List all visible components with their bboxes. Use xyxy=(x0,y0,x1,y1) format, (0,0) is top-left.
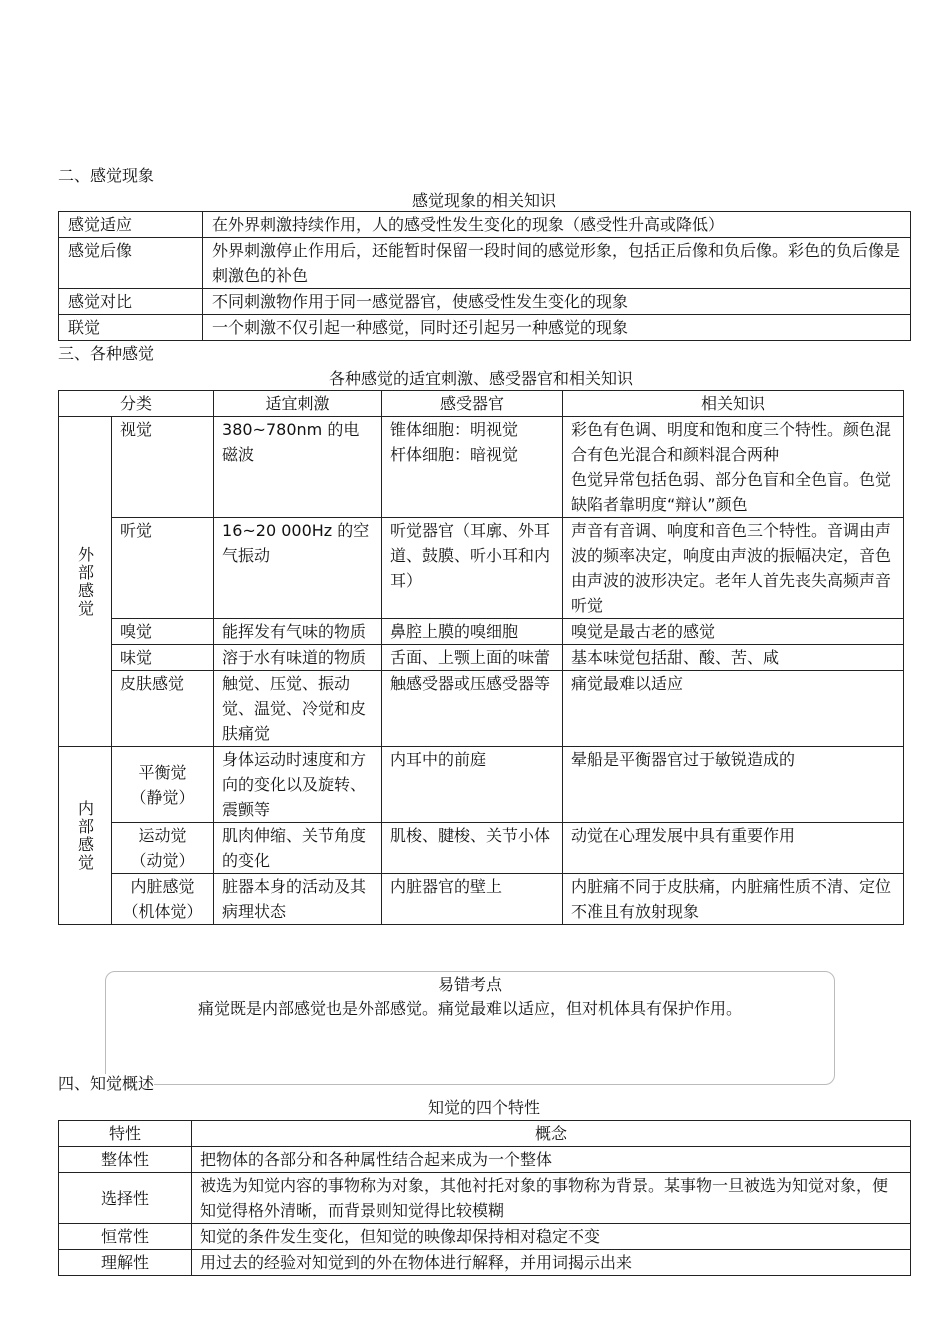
concept-cell: 用过去的经验对知觉到的外在物体进行解释，并用词揭示出来 xyxy=(192,1250,911,1276)
tip-box xyxy=(105,971,835,1085)
sense-name: 视觉 xyxy=(112,417,214,518)
perception-traits-table xyxy=(58,1120,911,1276)
section2-table-caption: 感觉现象的相关知识 xyxy=(411,191,556,210)
table-row xyxy=(59,874,904,925)
sense-name: 味觉 xyxy=(112,645,214,671)
table-header-row xyxy=(59,391,904,417)
term-cell: 感觉适应 xyxy=(59,212,203,238)
section2-heading: 二、感觉现象 xyxy=(58,166,155,185)
sense-name: 内脏感觉 （机体觉） xyxy=(112,874,214,925)
organ-cell: 锥体细胞：明视觉 杆体细胞：暗视觉 xyxy=(382,417,563,518)
stimulus-cell: 溶于水有味道的物质 xyxy=(214,645,382,671)
header-category: 分类 xyxy=(59,391,214,417)
header-knowledge: 相关知识 xyxy=(563,391,904,417)
table-row xyxy=(59,315,911,341)
section3-heading: 三、各种感觉 xyxy=(58,344,155,363)
stimulus-cell: 脏器本身的活动及其病理状态 xyxy=(214,874,382,925)
stimulus-cell: 肌肉伸缩、关节角度的变化 xyxy=(214,823,382,874)
term-cell: 联觉 xyxy=(59,315,203,341)
header-organ: 感受器官 xyxy=(382,391,563,417)
sense-name: 嗅觉 xyxy=(112,619,214,645)
organ-cell: 肌梭、腱梭、关节小体 xyxy=(382,823,563,874)
external-senses-label: 外部感觉 xyxy=(59,417,112,747)
knowledge-cell: 晕船是平衡器官过于敏锐造成的 xyxy=(563,747,904,823)
table-row xyxy=(59,518,904,619)
concept-cell: 知觉的条件发生变化，但知觉的映像却保持相对稳定不变 xyxy=(192,1224,911,1250)
senses-table xyxy=(58,390,904,925)
concept-cell: 被选为知觉内容的事物称为对象，其他衬托对象的事物称为背景。某事物一旦被选为知觉对象，便知觉得格外清晰，而背景则知觉得比较模糊 xyxy=(192,1173,911,1224)
term-cell: 感觉对比 xyxy=(59,289,203,315)
concept-cell: 把物体的各部分和各种属性结合起来成为一个整体 xyxy=(192,1147,911,1173)
knowledge-cell: 基本味觉包括甜、酸、苦、咸 xyxy=(563,645,904,671)
desc-cell: 不同刺激物作用于同一感觉器官，使感受性发生变化的现象 xyxy=(203,289,911,315)
organ-cell: 内耳中的前庭 xyxy=(382,747,563,823)
stimulus-cell: 380~780nm 的电磁波 xyxy=(214,417,382,518)
table-row xyxy=(59,1173,911,1224)
term-cell: 感觉后像 xyxy=(59,238,203,289)
trait-cell: 选择性 xyxy=(59,1173,192,1224)
desc-cell: 外界刺激停止作用后，还能暂时保留一段时间的感觉形象，包括正后像和负后像。彩色的负后像是刺激色的补色 xyxy=(203,238,911,289)
header-concept: 概念 xyxy=(192,1121,911,1147)
table-row xyxy=(59,645,904,671)
organ-cell: 鼻腔上膜的嗅细胞 xyxy=(382,619,563,645)
tip-title: 易错考点 xyxy=(437,975,502,994)
knowledge-cell: 声音有音调、响度和音色三个特性。音调由声波的频率决定，响度由声波的振幅决定，音色由声波的波形决定。老年人首先丧失高频声音听觉 xyxy=(563,518,904,619)
table-row xyxy=(59,619,904,645)
trait-cell: 理解性 xyxy=(59,1250,192,1276)
knowledge-cell: 痛觉最难以适应 xyxy=(563,671,904,747)
trait-cell: 整体性 xyxy=(59,1147,192,1173)
section3-table-caption: 各种感觉的适宜刺激、感受器官和相关知识 xyxy=(328,369,633,388)
section4-heading: 四、知觉概述 xyxy=(58,1074,155,1093)
section4-table-caption: 知觉的四个特性 xyxy=(427,1098,540,1117)
table-row xyxy=(59,747,904,823)
tip-text: 痛觉既是内部感觉也是外部感觉。痛觉最难以适应，但对机体具有保护作用。 xyxy=(197,999,742,1018)
internal-senses-label: 内部感觉 xyxy=(59,747,112,925)
sense-name: 皮肤感觉 xyxy=(112,671,214,747)
table-row xyxy=(59,238,911,289)
desc-cell: 在外界刺激持续作用，人的感受性发生变化的现象（感受性升高或降低） xyxy=(203,212,911,238)
organ-cell: 触感受器或压感受器等 xyxy=(382,671,563,747)
table-header-row xyxy=(59,1121,911,1147)
sense-name: 听觉 xyxy=(112,518,214,619)
table-row xyxy=(59,212,911,238)
organ-cell: 舌面、上颚上面的味蕾 xyxy=(382,645,563,671)
table-row xyxy=(59,1224,911,1250)
table-row xyxy=(59,1147,911,1173)
knowledge-cell: 嗅觉是最古老的感觉 xyxy=(563,619,904,645)
stimulus-cell: 16~20 000Hz 的空气振动 xyxy=(214,518,382,619)
sensory-phenomena-table xyxy=(58,211,911,341)
sense-name: 运动觉 （动觉） xyxy=(112,823,214,874)
header-trait: 特性 xyxy=(59,1121,192,1147)
table-row xyxy=(59,1250,911,1276)
organ-cell: 听觉器官（耳廓、外耳道、鼓膜、听小耳和内耳） xyxy=(382,518,563,619)
table-row xyxy=(59,289,911,315)
knowledge-cell: 内脏痛不同于皮肤痛，内脏痛性质不清、定位不准且有放射现象 xyxy=(563,874,904,925)
knowledge-cell: 动觉在心理发展中具有重要作用 xyxy=(563,823,904,874)
knowledge-cell: 彩色有色调、明度和饱和度三个特性。颜色混合有色光混合和颜料混合两种 色觉异常包括色弱、部分色盲和全色盲。色觉缺陷者靠明度“辩认”颜色 xyxy=(563,417,904,518)
trait-cell: 恒常性 xyxy=(59,1224,192,1250)
desc-cell: 一个刺激不仅引起一种感觉，同时还引起另一种感觉的现象 xyxy=(203,315,911,341)
stimulus-cell: 触觉、压觉、振动觉、温觉、冷觉和皮肤痛觉 xyxy=(214,671,382,747)
table-row xyxy=(59,823,904,874)
sense-name: 平衡觉 （静觉） xyxy=(112,747,214,823)
stimulus-cell: 身体运动时速度和方向的变化以及旋转、震颤等 xyxy=(214,747,382,823)
table-row xyxy=(59,671,904,747)
organ-cell: 内脏器官的壁上 xyxy=(382,874,563,925)
table-row xyxy=(59,417,904,518)
stimulus-cell: 能挥发有气味的物质 xyxy=(214,619,382,645)
header-stimulus: 适宜刺激 xyxy=(214,391,382,417)
